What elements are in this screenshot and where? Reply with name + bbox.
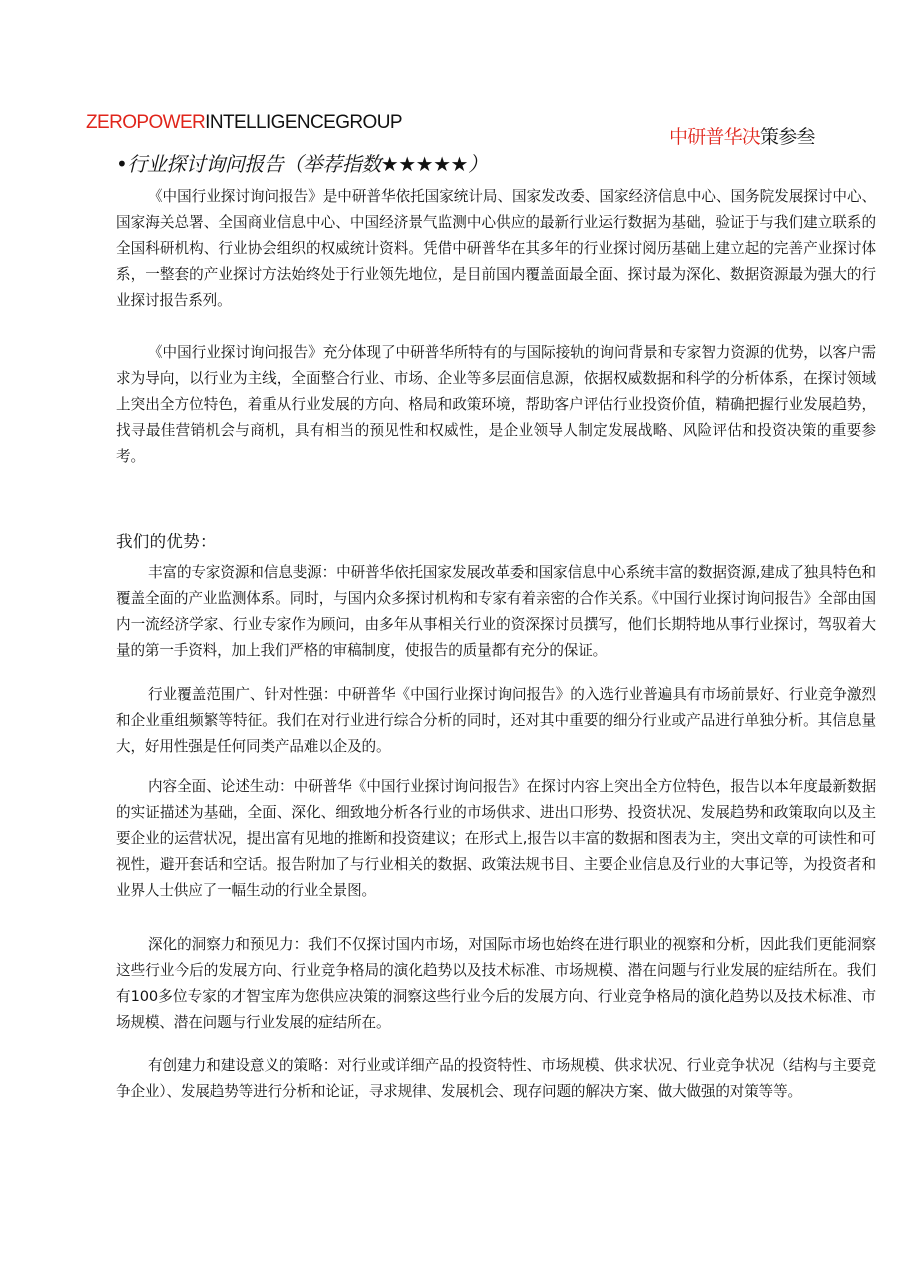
- brand-name-dark: INTELLIGENCEGROUP: [205, 112, 402, 133]
- advantage-paragraph-1: 丰富的专家资源和信息斐源：中研普华依托国家发展改革委和国家信息中心系统丰富的数据资源,建成了独具特色和覆盖全面的产业监测体系。同时，与国内众多探讨机构和专家有着亲密的合作关系。《中国行业探讨询问报告》全部由国内一流经济学家、行业专家作为顾问，由多年从事相关行业的资深探讨员撰写，他们长期特地从事行业探讨，驾驭着大量的第一手资料，加上我们严格的审稿制度，使报告的质量都有充分的保证。: [116, 564, 876, 659]
- brand-cn-red: 中研普华决: [669, 126, 761, 148]
- intro-paragraph-1: 《中国行业探讨询问报告》是中研普华依托国家统计局、国家发改委、国家经济信息中心、国务院发展探讨中心、国家海关总署、全国商业信息中心、中国经济景气监测中心供应的最新行业运行数据为基础，验证于与我们建立联系的全国科研机构、行业协会组织的权威统计资料。凭借中研普华在其多年的行业探讨阅历基础上建立起的完善产业探讨体系，一整套的产业探讨方法始终处于行业领先地位，是目前国内覆盖面最全面、探讨最为深化、数据资源最为强大的行业探讨报告系列。: [116, 188, 876, 309]
- brand-name-red: ZEROPOWER: [86, 112, 206, 133]
- brand-chinese-name: [669, 122, 815, 149]
- brand-logo-text: [86, 112, 402, 134]
- advantages-heading: 我们的优势：: [116, 532, 217, 551]
- advantage-paragraph-5: 有创建力和建设意义的策略：对行业或详细产品的投资特性、市场规模、供求状况、行业竞争状况（结构与主要竞争企业）、发展趋势等进行分析和论证，寻求规律、发展机会、现存问题的解决方案、做大做强的对策等等。: [116, 1057, 876, 1100]
- advantage-paragraph-2: 行业覆盖范围广、针对性强：中研普华《中国行业探讨询问报告》的入选行业普遍具有市场前景好、行业竞争激烈和企业重组频繁等特征。我们在对行业进行综合分析的同时，还对其中重要的细分行业或产品进行单独分析。其信息量大，好用性强是任何同类产品难以企及的。: [116, 686, 876, 755]
- brand-cn-dark: 策参叁: [760, 126, 815, 148]
- advantage-paragraph-4: 深化的洞察力和预见力：我们不仅探讨国内市场，对国际市场也始终在进行职业的视察和分析，因此我们更能洞察这些行业今后的发展方向、行业竞争格局的演化趋势以及技术标准、市场规模、潜在问题与行业发展的症结所在。我们有100多位专家的才智宝库为您供应决策的洞察这些行业今后的发展方向、行业竞争格局的演化趋势以及技术标准、市场规模、潜在问题与行业发展的症结所在。: [116, 936, 876, 1031]
- advantage-paragraph-3: 内容全面、论述生动：中研普华《中国行业探讨询问报告》在探讨内容上突出全方位特色，报告以本年度最新数据的实证描述为基础，全面、深化、细致地分析各行业的市场供求、进出口形势、投资状况、发展趋势和政策取向以及主要企业的运营状况，提出富有见地的推断和投资建议；在形式上,报告以丰富的数据和图表为主，突出文章的可读性和可视性，避开套话和空话。报告附加了与行业相关的数据、政策法规书目、主要企业信息及行业的大事记等，为投资者和业界人士供应了一幅生动的行业全景图。: [116, 778, 876, 899]
- report-title: •行业探讨询问报告（举荐指数★★★★★）: [116, 152, 488, 176]
- intro-paragraph-2: 《中国行业探讨询问报告》充分体现了中研普华所特有的与国际接轨的询问背景和专家智力资源的优势，以客户需求为导向，以行业为主线，全面整合行业、市场、企业等多层面信息源，依据权威数据和科学的分析体系，在探讨领域上突出全方位特色，着重从行业发展的方向、格局和政策环境，帮助客户评估行业投资价值，精确把握行业发展趋势，找寻最佳营销机会与商机，具有相当的预见性和权威性，是企业领导人制定发展战略、风险评估和投资决策的重要参考。: [116, 344, 876, 465]
